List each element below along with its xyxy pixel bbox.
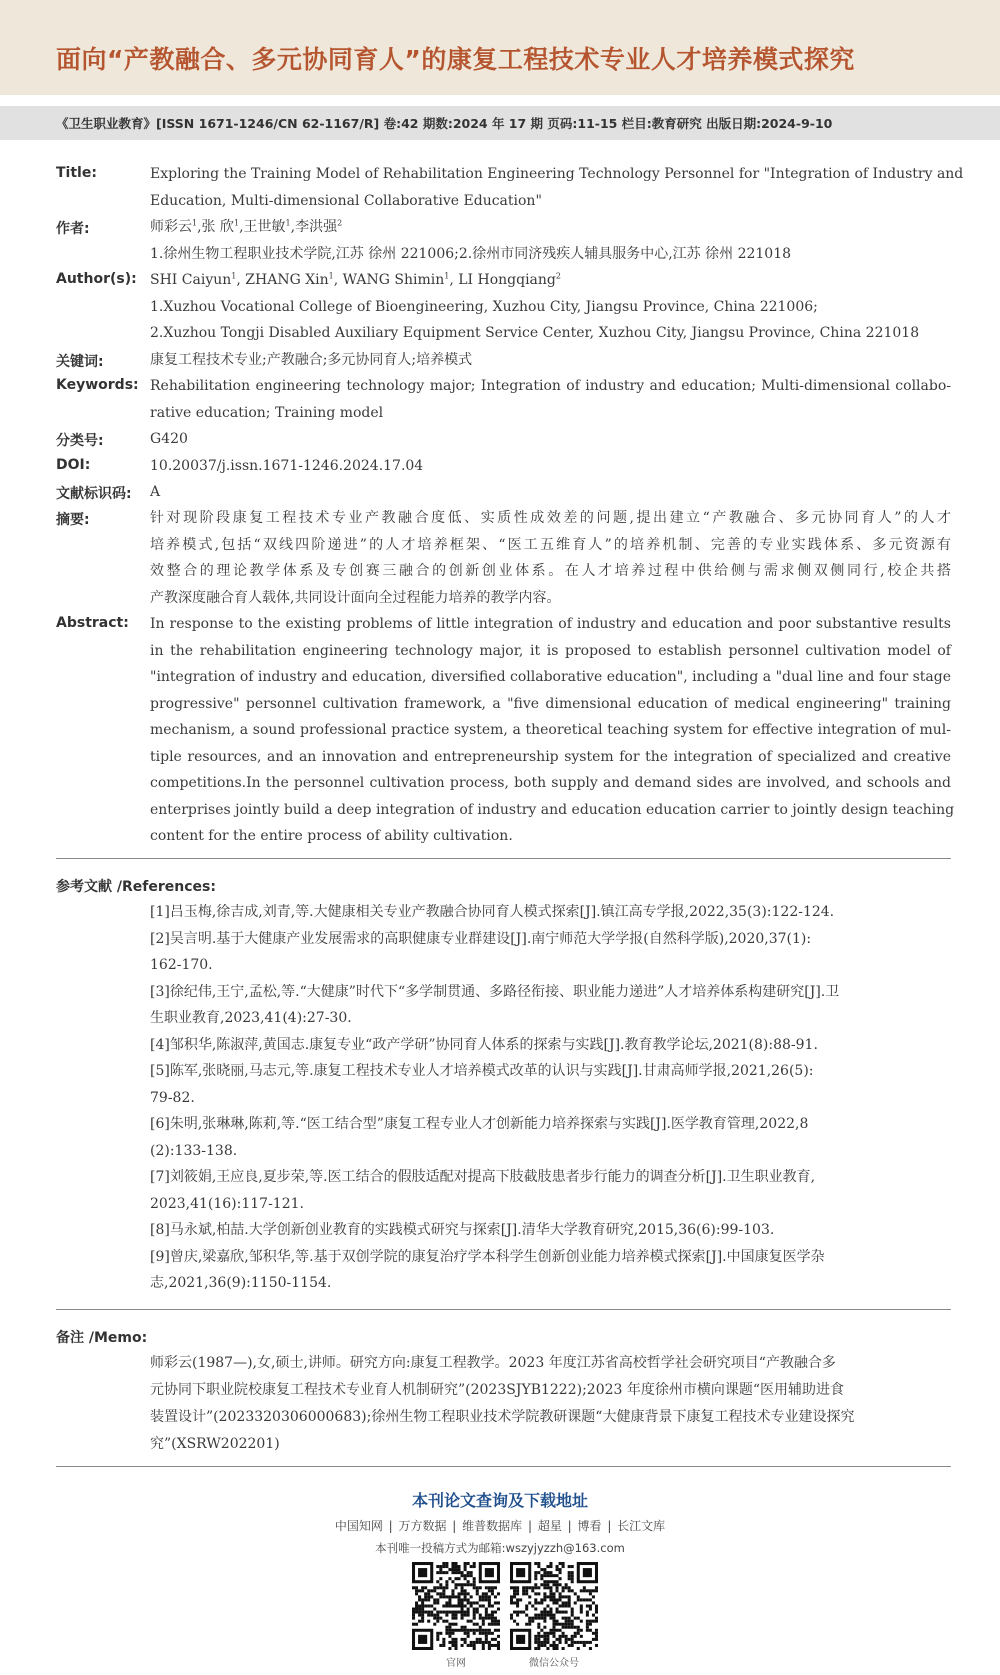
author-names: SHI Caiyun$^1$, ZHANG Xin$^1$, WANG Shimin$^1$, LI Hongqiang$^2$ <box>150 271 561 288</box>
field-value <box>150 347 951 374</box>
reference-line: [3]徐纪伟,王宁,孟松,等.“大健康”时代下“多学制贯通、多路径衔接、职业能力递进”人才培养体系构建研究[J].卫 <box>150 983 840 1000</box>
reference-line: [2]吴言明.基于大健康产业发展需求的高职健康专业群建设[J].南宁师范大学学报(自然科学版),2020,37(1): <box>150 930 812 947</box>
field-label: Title: <box>56 165 97 181</box>
author-name: 张 欣 <box>201 219 234 235</box>
keywords: 康复工程技术专业;产教融合;多元协同育人;培养模式 <box>150 352 473 368</box>
header-band <box>0 0 1000 95</box>
field-value <box>150 161 964 214</box>
field-label: DOI: <box>56 457 91 473</box>
memo-line: 师彩云(1987—),女,硕士,讲师。研究方向:康复工程教学。2023 年度江苏省高校哲学社会研究项目“产教融合多 <box>150 1355 836 1371</box>
field-value <box>150 426 951 453</box>
title-line: Education, Multi-dimensional Collaborative Education" <box>150 192 542 209</box>
field-label: Abstract: <box>56 615 129 631</box>
author-name: SHI Caiyun <box>150 272 232 288</box>
abstract-line: 产教深度融合育人载体,共同设计面向全过程能力培养的教学内容。 <box>150 589 561 606</box>
reference-line: [8]马永斌,柏喆.大学创新创业教育的实践模式研究与探索[J].清华大学教育研究,2015,36(6):99-103. <box>150 1222 775 1238</box>
author-name: WANG Shimin <box>342 272 445 288</box>
qr-caption-website: 官网 <box>446 1658 466 1669</box>
field-label: Author(s): <box>56 271 137 287</box>
reference-line: [6]朱明,张琳琳,陈莉,等.“医工结合型”康复工程专业人才创新能力培养探索与实践[J].医学教育管理,2022,8 <box>150 1116 809 1132</box>
field-label: 关键词: <box>56 354 104 370</box>
affiliation: 2.Xuzhou Tongji Disabled Auxiliary Equipment Service Center, Xuzhou City, Jiangsu Province, China 221018 <box>150 325 920 341</box>
abstract-line: content for the entire process of ability cultivation. <box>150 828 513 844</box>
title-line: Exploring the Training Model of Rehabilitation Engineering Technology Personnel for "Integration of Industry and <box>150 166 964 182</box>
memo-line: 究”(XSRW202201) <box>150 1436 280 1452</box>
section-divider <box>56 858 951 859</box>
field-value <box>150 453 951 480</box>
submission-email-note: 本刊唯一投稿方式为邮箱:wszyjyzzh@163.com <box>375 1541 625 1555</box>
abstract-line: 效整合的理论教学体系及专创赛三融合的创新创业体系。在人才培养过程中供给侧与需求侧双侧同行,校企共搭 <box>150 563 951 579</box>
affiliation: 1.Xuzhou Vocational College of Bioengineering, Xuzhou City, Jiangsu Province, China 221006; <box>150 298 818 315</box>
reference-line: [4]邹积华,陈淑萍,黄国志.康复专业“政产学研”协同育人体系的探索与实践[J].教育教学论坛,2021(8):88-91. <box>150 1036 818 1053</box>
memo-heading: 备注 /Memo: <box>56 1330 148 1346</box>
field-value <box>150 373 951 426</box>
memo-text <box>150 1350 951 1458</box>
reference-line: [7]刘筱娟,王应良,夏步荣,等.医工结合的假肢适配对提高下肢截肢患者步行能力的调查分析[J].卫生职业教育, <box>150 1169 816 1185</box>
memo-line: 装置设计”(2023320306000683);徐州生物工程职业技术学院教研课题“大健康背景下康复工程技术专业建设探究 <box>150 1409 855 1425</box>
field-value <box>150 267 951 347</box>
affiliation-marker: 1 <box>444 271 450 281</box>
affiliation-marker: 1 <box>231 271 237 281</box>
field-value <box>150 479 951 506</box>
reference-line: 生职业教育,2023,41(4):27-30. <box>150 1010 352 1026</box>
field-label: 作者: <box>56 221 90 237</box>
database-list: 中国知网 | 万方数据 | 维普数据库 | 超星 | 博看 | 长江文库 <box>334 1519 666 1533</box>
author-name: 师彩云 <box>150 219 192 235</box>
qr-code-wechat-icon[interactable] <box>510 1562 598 1650</box>
abstract-line: "integration of industry and education, diversified collaborative education", including a "dual line and four stage <box>150 669 951 685</box>
reference-line: 志,2021,36(9):1150-1154. <box>150 1275 332 1291</box>
field-value <box>150 611 955 850</box>
affiliation: 1.徐州生物工程职业技术学院,江苏 徐州 221006;2.徐州市同济残疾人辅具服务中心,江苏 徐州 221018 <box>150 245 792 262</box>
field-label: 分类号: <box>56 433 104 449</box>
keywords-line: rative education; Training model <box>150 404 384 421</box>
abstract-line: In response to the existing problems of little integration of industry and education and poor substantive results <box>150 616 951 632</box>
reference-line: [5]陈军,张晓丽,马志元,等.康复工程技术专业人才培养模式改革的认识与实践[J].甘肃高师学报,2021,26(5): <box>150 1063 814 1079</box>
affiliation-marker: 2 <box>337 218 343 228</box>
field-value <box>150 505 951 611</box>
abstract-line: 针对现阶段康复工程技术专业产教融合度低、实质性成效差的问题,提出建立“产教融合、多元协同育人”的人才 <box>150 510 951 526</box>
affiliation-marker: 2 <box>555 271 561 281</box>
author-name: ZHANG Xin <box>245 272 329 288</box>
keywords-line: Rehabilitation engineering technology major; Integration of industry and education; Multi-dimensional collabo- <box>150 378 951 394</box>
journal-meta: 《卫生职业教育》[ISSN 1671-1246/CN 62-1167/R] 卷:42 期数:2024 年 17 期 页码:11-15 栏目:教育研究 出版日期:2024-9-10 <box>56 116 833 131</box>
reference-line: 162-170. <box>150 957 213 973</box>
reference-line: [1]吕玉梅,徐吉成,刘青,等.大健康相关专业产教融合协同育人模式探索[J].镇江高专学报,2022,35(3):122-124. <box>150 904 835 920</box>
abstract-line: in the rehabilitation engineering technology major, it is proposed to establish personnel cultivation model of <box>150 642 951 659</box>
classification-code: G420 <box>150 431 188 447</box>
abstract-line: competitions.In the personnel cultivation process, both supply and demand sides are involved, and schools and <box>150 775 951 791</box>
page-title: 面向“产教融合、多元协同育人”的康复工程技术专业人才培养模式探究 <box>56 45 855 74</box>
reference-line: (2):133-138. <box>150 1142 238 1159</box>
field-label: 摘要: <box>56 512 90 528</box>
reference-line: 79-82. <box>150 1089 195 1106</box>
memo-line: 元协同下职业院校康复工程技术专业育人机制研究”(2023SJYB1222);2023 年度徐州市横向课题“医用辅助进食 <box>150 1382 845 1398</box>
reference-line: [9]曾庆,梁嘉欣,邹积华,等.基于双创学院的康复治疗学本科学生创新创业能力培养模式探索[J].中国康复医学杂 <box>150 1248 825 1265</box>
footer-title: 本刊论文查询及下载地址 <box>411 1491 588 1510</box>
affiliation-marker: 1 <box>285 218 291 228</box>
journal-meta-bar <box>0 106 1000 140</box>
section-divider <box>56 1309 951 1310</box>
references-list <box>150 899 951 1297</box>
abstract-line: tiple resources, and an innovation and entrepreneurship system for the integration of specialized and creative <box>150 748 951 765</box>
author-names: 师彩云$^1$,张 欣$^1$,王世敏$^1$,李洪强$^2$ <box>150 218 343 235</box>
abstract-line: mechanism, a sound professional practice system, a theoretical teaching system for effective integration of mul- <box>150 722 951 738</box>
section-divider <box>56 1466 951 1467</box>
affiliation-marker: 1 <box>328 271 334 281</box>
field-label: 文献标识码: <box>56 486 132 502</box>
qr-code-website-icon[interactable] <box>412 1562 500 1650</box>
field-label: Keywords: <box>56 377 139 393</box>
affiliation-marker: 1 <box>234 218 240 228</box>
abstract-line: enterprises jointly build a deep integration of industry and education education carrier to jointly design teaching <box>150 801 955 818</box>
abstract-line: progressive" personnel cultivation framework, a "five dimensional education of medical engineering" training <box>150 695 951 712</box>
doi-value: 10.20037/j.issn.1671-1246.2024.17.04 <box>150 458 424 474</box>
reference-line: 2023,41(16):117-121. <box>150 1195 304 1212</box>
references-heading: 参考文献 /References: <box>56 879 216 895</box>
qr-caption-wechat: 微信公众号 <box>529 1658 579 1669</box>
affiliation-marker: 1 <box>192 218 198 228</box>
field-value <box>150 214 951 267</box>
author-name: 王世敏 <box>243 219 286 235</box>
abstract-line: 培养模式,包括“双线四阶递进”的人才培养框架、“医工五维育人”的培养机制、完善的专业实践体系、多元资源有 <box>150 536 951 553</box>
doc-code-value: A <box>150 484 161 500</box>
author-name: LI Hongqiang <box>458 272 556 288</box>
author-name: 李洪强 <box>295 219 338 235</box>
